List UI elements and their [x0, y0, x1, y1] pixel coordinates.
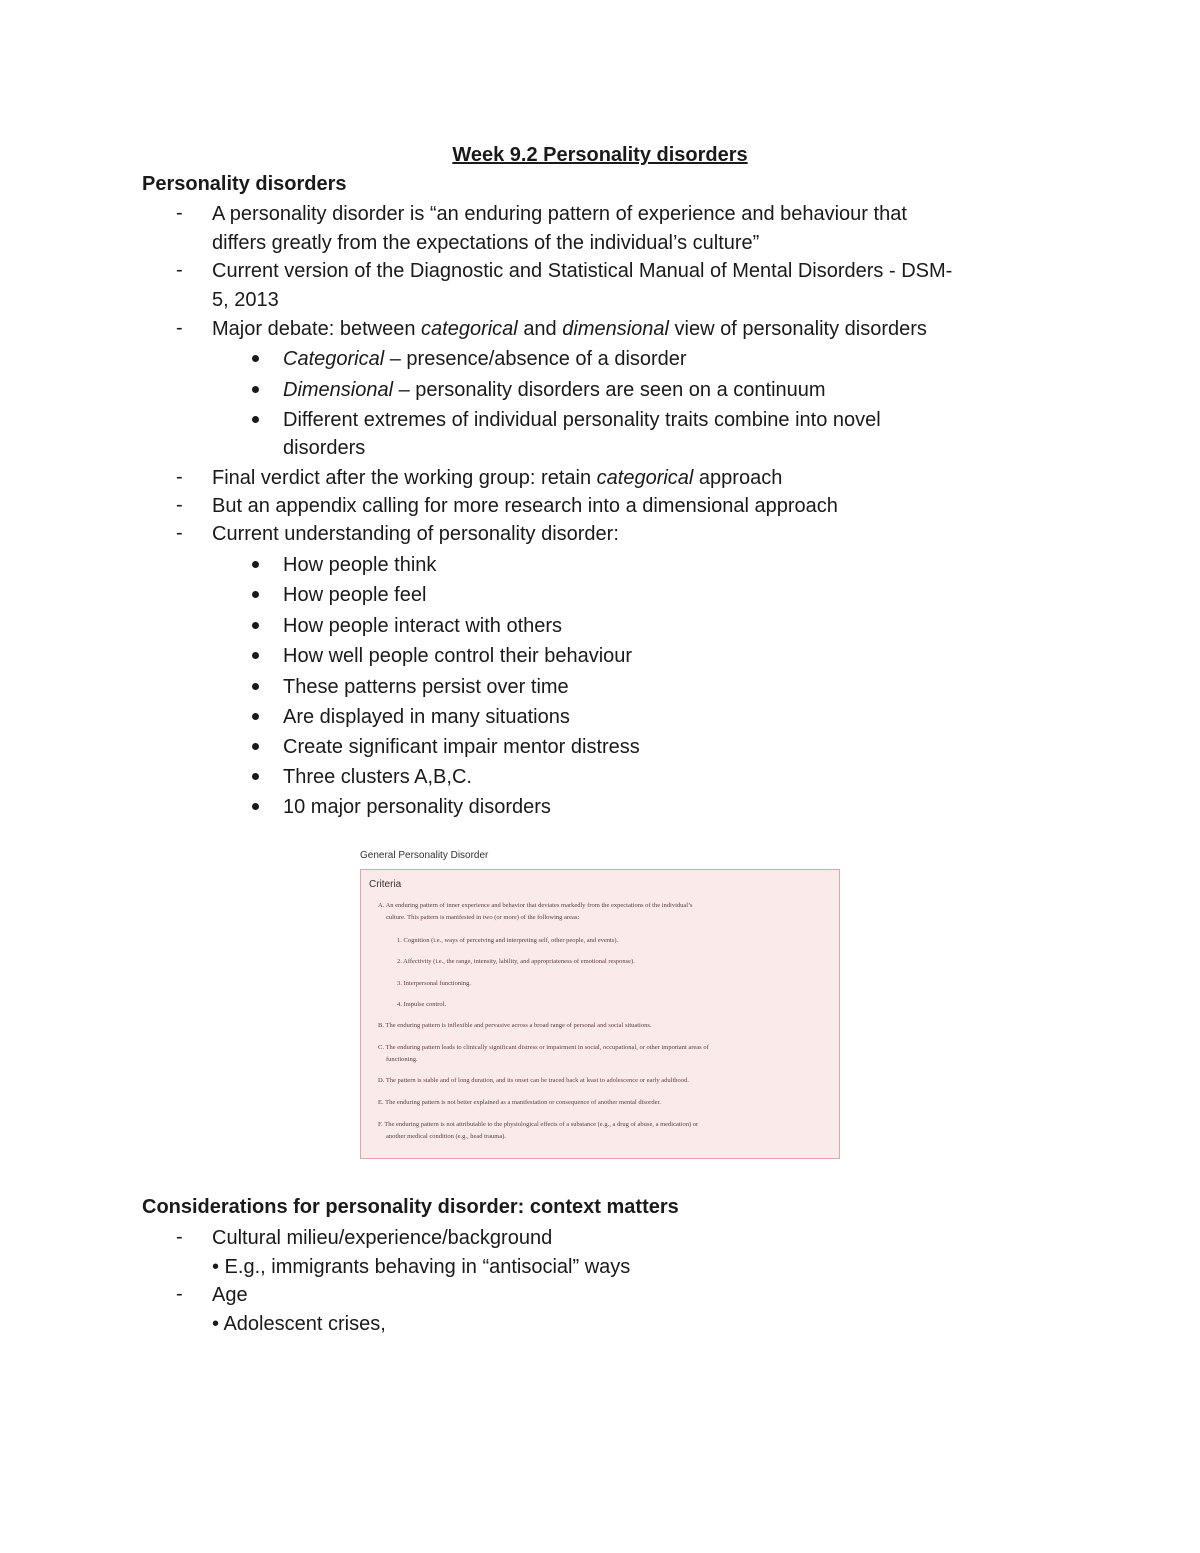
criteria-line: F. The enduring pattern is not attributable to the physiological effects of a substance (e.g., a drug of abuse, a medication) or [378, 1121, 699, 1128]
criteria-line: D. The pattern is stable and of long duration, and its onset can be traced back at least to adolescence or early adulthood. [378, 1077, 689, 1084]
bullet-dot [252, 683, 259, 690]
section-heading-considerations: Considerations for personality disorder: context matters [142, 1196, 679, 1218]
sub-list-item: 10 major personality disorders [283, 796, 551, 818]
text-run: approach [698, 467, 783, 489]
list-item: Current understanding of personality disorder: [212, 523, 619, 545]
criteria-line: 4. Impulse control. [397, 1001, 447, 1008]
sub-list-item-continuation: disorders [283, 437, 366, 459]
sub-list-item: How well people control their behaviour [283, 645, 633, 667]
list-item: Age [212, 1284, 248, 1306]
list-item-continuation: 5, 2013 [212, 289, 279, 311]
bullet-dot [252, 652, 259, 659]
section-heading-personality-disorders: Personality disorders [142, 173, 347, 195]
list-item: Cultural milieu/experience/background [212, 1227, 553, 1249]
sub-list-item: Create significant impair mentor distress [283, 736, 640, 758]
criteria-line: functioning. [386, 1056, 418, 1063]
italic-term: categorical [421, 318, 518, 340]
italic-term: Categorical [283, 348, 385, 370]
sub-list-item: Are displayed in many situations [283, 706, 570, 728]
criteria-line: 1. Cognition (i.e., ways of perceiving and interpreting self, other people, and events). [397, 937, 619, 944]
text-run: and [523, 318, 557, 340]
criteria-line: C. The enduring pattern leads to clinically significant distress or impairment in social, occupational, or other important areas of [378, 1044, 709, 1051]
list-item-continuation: differs greatly from the expectations of the individual’s culture” [212, 232, 760, 254]
italic-term: dimensional [562, 318, 669, 340]
criteria-line: another medical condition (e.g., head trauma). [386, 1133, 507, 1140]
list-item: Current version of the Diagnostic and Statistical Manual of Mental Disorders - DSM- [212, 260, 953, 282]
bullet-dot [252, 743, 259, 750]
italic-term: categorical [596, 467, 694, 489]
bullet-dot [252, 622, 259, 629]
document-title: Week 9.2 Personality disorders [452, 144, 748, 166]
text-run: Major debate: between [212, 318, 416, 340]
sub-list-item [283, 376, 826, 404]
dash-marker: - [176, 1283, 183, 1305]
dash-marker: - [176, 522, 183, 544]
bullet-dot [252, 355, 259, 362]
bullet-dot [252, 713, 259, 720]
criteria-line: A. An enduring pattern of inner experience and behavior that deviates markedly from the expectations of the individual’s [378, 902, 693, 909]
sub-list-item: Three clusters A,B,C. [283, 766, 472, 788]
criteria-figure [360, 869, 840, 1159]
dash-marker: - [176, 202, 183, 224]
italic-term: Dimensional [283, 379, 394, 401]
text-run: – presence/absence of a disorder [389, 348, 687, 370]
list-item-detail: • Adolescent crises, [212, 1313, 386, 1335]
dash-marker: - [176, 466, 183, 488]
sub-list-item: Different extremes of individual personality traits combine into novel [283, 409, 881, 431]
dash-marker: - [176, 1226, 183, 1248]
list-item [212, 315, 927, 343]
criteria-heading: Criteria [369, 879, 402, 890]
bullet-dot [252, 561, 259, 568]
dash-marker: - [176, 494, 183, 516]
criteria-line: 3. Interpersonal functioning. [397, 980, 472, 987]
text-run: – personality disorders are seen on a continuum [398, 379, 826, 401]
criteria-line: E. The enduring pattern is not better explained as a manifestation or consequence of another mental disorder. [378, 1099, 661, 1106]
bullet-dot [252, 591, 259, 598]
criteria-line: culture. This pattern is manifested in two (or more) of the following areas: [386, 914, 580, 921]
bullet-dot [252, 773, 259, 780]
text-run: Final verdict after the working group: retain [212, 467, 592, 489]
bullet-dot [252, 803, 259, 810]
bullet-dot [252, 416, 259, 423]
criteria-line: 2. Affectivity (i.e., the range, intensity, lability, and appropriateness of emotional response). [397, 958, 635, 965]
sub-list-item: How people feel [283, 584, 427, 606]
dash-marker: - [176, 317, 183, 339]
sub-list-item: How people think [283, 554, 437, 576]
dash-marker: - [176, 259, 183, 281]
text-run: view of personality disorders [674, 318, 927, 340]
sub-list-item: These patterns persist over time [283, 676, 569, 698]
list-item: But an appendix calling for more research into a dimensional approach [212, 495, 838, 517]
list-item [212, 464, 782, 492]
list-item: A personality disorder is “an enduring pattern of experience and behaviour that [212, 203, 907, 225]
bullet-dot [252, 386, 259, 393]
list-item-detail: • E.g., immigrants behaving in “antisocial” ways [212, 1256, 631, 1278]
sub-list-item: How people interact with others [283, 615, 563, 637]
criteria-line: B. The enduring pattern is inflexible and pervasive across a broad range of personal and social situations. [378, 1022, 652, 1029]
sub-list-item [283, 345, 687, 373]
figure-title: General Personality Disorder [360, 850, 489, 861]
